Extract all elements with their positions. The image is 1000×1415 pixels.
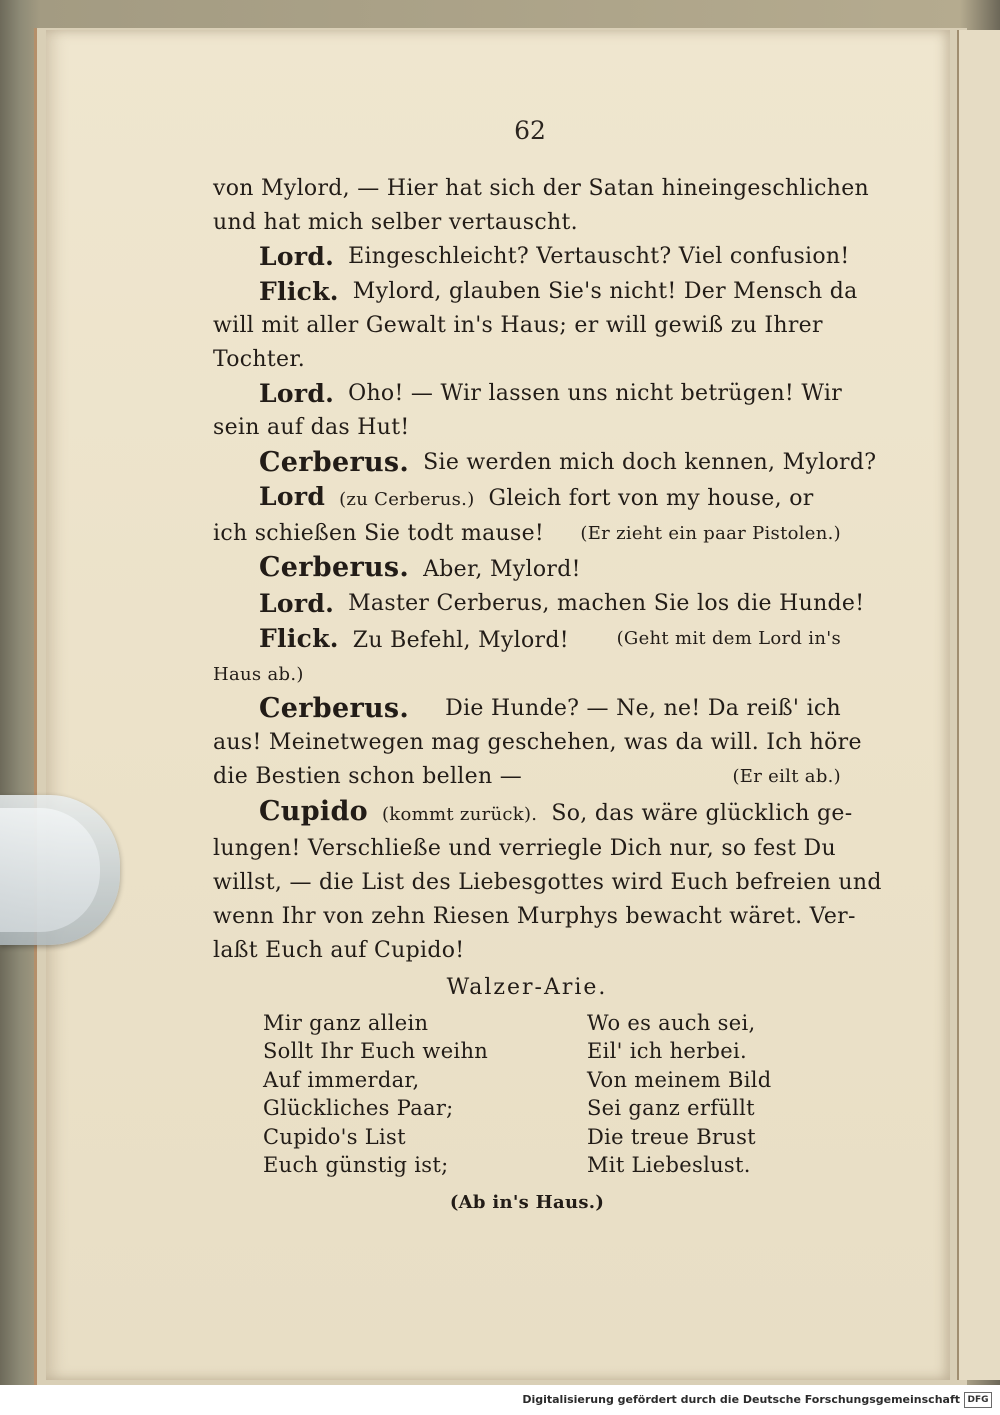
text-line [213, 934, 841, 968]
verse-line: Wo es auch sei, [587, 1010, 756, 1035]
text-line [213, 795, 853, 832]
footer-bar [0, 1385, 1000, 1415]
line-main [259, 240, 850, 274]
line-main [213, 172, 869, 206]
song-title: Walzer-Arie. [446, 974, 608, 1000]
text-line [213, 343, 841, 377]
stage-direction: (Er zieht ein paar Pistolen.) [580, 523, 841, 545]
line-main [259, 446, 877, 480]
speaker-name: Cerberus. [259, 693, 410, 725]
song-verse [213, 1009, 841, 1180]
stage-direction: Haus ab.) [213, 663, 304, 685]
text-line [213, 172, 869, 206]
line-main [213, 517, 544, 551]
dialogue-text: will mit aller Gewalt in's Haus; er will gewiß zu Ihrer [213, 312, 823, 338]
speaker-name: Cerberus. [259, 446, 410, 478]
verse-line: Auf immerdar, [263, 1067, 420, 1092]
verse-line: Sei ganz erfüllt [587, 1096, 755, 1121]
line-main [259, 692, 841, 726]
line-main [213, 900, 856, 934]
page-number: 62 [514, 116, 546, 145]
dialogue-text: die Bestien schon bellen — [213, 764, 523, 790]
text-line [213, 517, 841, 551]
dialogue-text: und hat mich selber vertauscht. [213, 210, 578, 236]
dialogue-text: laßt Euch auf Cupido! [213, 938, 465, 964]
line-main [259, 275, 858, 309]
text-line [213, 692, 841, 726]
dialogue-text: willst, — die List des Liebesgottes wird Euch befreien und [213, 870, 882, 896]
line-main [213, 832, 841, 866]
dialogue-text: Zu Befehl, Mylord! [352, 627, 569, 653]
text-line [213, 658, 841, 692]
line-main [259, 480, 814, 517]
line-main [213, 934, 464, 968]
dialogue-text: Die Hunde? — Ne, ne! Da reiß' ich [445, 696, 841, 722]
dialogue-text: ich schießen Sie todt mause! [213, 521, 545, 547]
speaker-name: Lord [259, 481, 326, 511]
facing-page-edge [957, 30, 1000, 1380]
dialogue-text: Master Cerberus, machen Sie los die Hunde! [348, 591, 865, 617]
verse-line: Die treue Brust [587, 1124, 756, 1149]
verse-line: Eil' ich herbei. [587, 1039, 747, 1064]
speaker-name: Flick. [259, 623, 339, 653]
verse-right-column [587, 1009, 827, 1180]
dialogue-text: Eingeschleicht? Vertauscht? Viel confusion! [348, 244, 850, 270]
speaker-name: Cerberus. [259, 552, 410, 584]
funding-note: Digitalisierung gefördert durch die Deutsche Forschungsgemeinschaft [522, 1393, 960, 1406]
text-line [213, 622, 841, 658]
dialogue-text: aus! Meinetwegen mag geschehen, was da will. Ich höre [213, 730, 862, 756]
dialogue-block [213, 172, 882, 969]
stage-direction: (Er eilt ab.) [732, 766, 841, 788]
line-main [213, 343, 305, 377]
stage-direction: (Geht mit dem Lord in's [616, 627, 841, 649]
line-main [213, 760, 522, 794]
text-line [213, 240, 850, 274]
text-line [213, 411, 841, 445]
dialogue-text: Mylord, glauben Sie's nicht! Der Mensch da [352, 278, 858, 304]
stage-direction: (kommt zurück). [381, 803, 538, 825]
verse-line: Cupido's List [263, 1124, 406, 1149]
line-main [259, 795, 852, 832]
line-main [259, 587, 865, 621]
text-line [213, 446, 877, 480]
dialogue-text: Gleich fort von my house, or [488, 485, 814, 511]
line-main [259, 377, 841, 411]
text-line [213, 900, 856, 934]
verse-line: Von meinem Bild [587, 1067, 772, 1092]
text-line [213, 480, 841, 517]
text-line [213, 551, 841, 587]
text-line [213, 587, 865, 621]
line-main [259, 551, 581, 587]
verse-line: Euch günstig ist; [263, 1153, 449, 1178]
line-main [213, 866, 882, 900]
text-line [213, 726, 862, 760]
page-text [213, 172, 882, 1220]
dialogue-text: sein auf das Hut! [213, 415, 410, 441]
text-line [213, 275, 858, 309]
line-main [213, 309, 841, 343]
dialogue-text: Sie werden mich doch kennen, Mylord? [423, 449, 877, 475]
verse-line: Mit Liebeslust. [587, 1153, 751, 1178]
verse-line: Glückliches Paar; [263, 1096, 454, 1121]
dialogue-text: Aber, Mylord! [423, 557, 581, 583]
dialogue-text: wenn Ihr von zehn Riesen Murphys bewacht wäret. Ver- [213, 904, 856, 930]
line-main [213, 411, 410, 445]
line-main [259, 622, 569, 658]
text-line [213, 866, 882, 900]
verse-left-column [263, 1009, 587, 1180]
dialogue-text: lungen! Verschließe und verriegle Dich nur, so fest Du [213, 835, 836, 861]
speaker-name: Lord. [259, 589, 335, 619]
line-main [213, 206, 578, 240]
dialogue-text: Tochter. [213, 347, 306, 373]
text-line [213, 832, 841, 866]
speaker-name: Cupido [259, 795, 368, 827]
speaker-name: Lord. [259, 242, 335, 272]
speaker-name: Lord. [259, 379, 335, 409]
dialogue-text: von Mylord, — Hier hat sich der Satan hineingeschlichen [213, 176, 869, 201]
text-line [213, 309, 841, 343]
text-line [213, 206, 841, 240]
stage-direction: (zu Cerberus.) [339, 488, 475, 510]
speaker-name: Flick. [259, 276, 339, 306]
text-line [213, 377, 841, 411]
line-main [213, 726, 862, 760]
dfg-logo: DFG [964, 1392, 992, 1408]
verse-line: Mir ganz allein [263, 1010, 429, 1035]
verse-line: Sollt Ihr Euch weihn [263, 1039, 489, 1064]
dialogue-text: So, das wäre glücklich ge- [551, 800, 853, 826]
dialogue-text: Oho! — Wir lassen uns nicht betrügen! Wir [348, 381, 843, 407]
stage-direction-exit: (Ab in's Haus.) [449, 1191, 605, 1213]
text-line [213, 760, 841, 794]
